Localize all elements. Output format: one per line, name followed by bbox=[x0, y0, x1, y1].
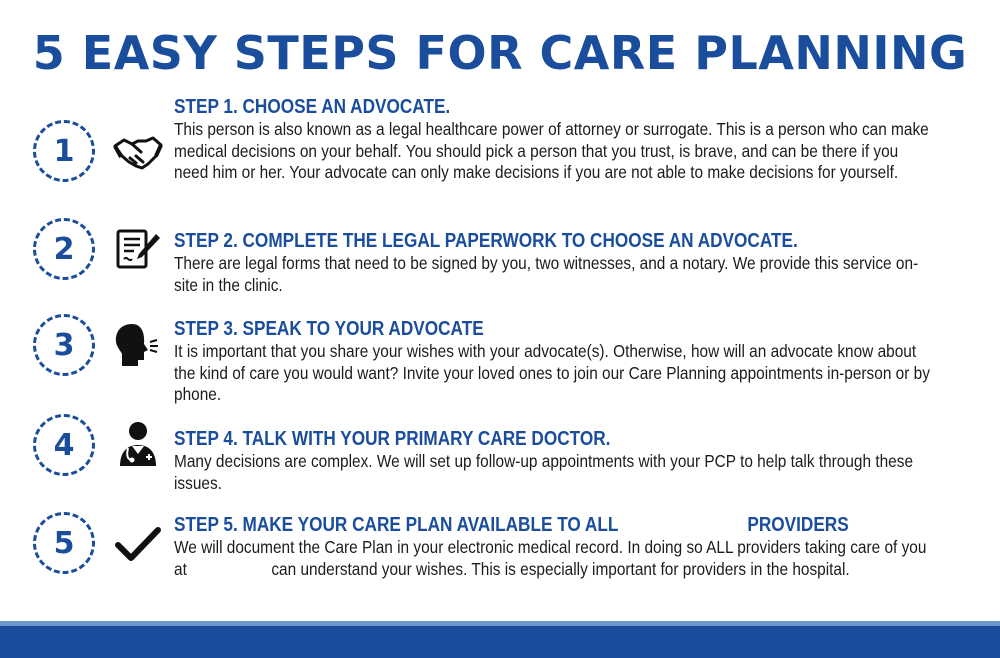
step-heading: STEP 3. SPEAK TO YOUR ADVOCATE bbox=[174, 318, 484, 340]
step-number-badge: 1 bbox=[33, 120, 95, 182]
step-description-part-1: We will document the Care Plan in your electronic medical record. In doing so ALL providers taking care of you at bbox=[174, 537, 927, 579]
step-heading-part-1: STEP 5. MAKE YOUR CARE PLAN AVAILABLE TO ALL bbox=[174, 514, 619, 536]
step-heading: STEP 4. TALK WITH YOUR PRIMARY CARE DOCTOR. bbox=[174, 428, 611, 450]
footer-band bbox=[0, 621, 1000, 658]
step-heading: STEP 2. COMPLETE THE LEGAL PAPERWORK TO CHOOSE AN ADVOCATE. bbox=[174, 230, 798, 252]
step-description: This person is also known as a legal healthcare power of attorney or surrogate. This is a person who can make medical decisions on your behalf. You should pick a person that you trust, is brave, and can be there if you need him or her. Your advocate can only make decisions if you are not able to make decisions for yourself. bbox=[174, 119, 929, 182]
step-description: Many decisions are complex. We will set up follow-up appointments with your PCP to help talk through these issues. bbox=[174, 451, 914, 493]
step-description: There are legal forms that need to be signed by you, two witnesses, and a notary. We provide this service on-site in the clinic. bbox=[174, 253, 919, 295]
step-number-badge: 4 bbox=[33, 414, 95, 476]
step-number-badge: 3 bbox=[33, 314, 95, 376]
step-description: It is important that you share your wishes with your advocate(s). Otherwise, how will an advocate know about the kind of care you would want? Invite your loved ones to join our Care Planning appointments in-person or by phone. bbox=[174, 341, 930, 404]
handshake-icon bbox=[112, 126, 164, 178]
step-heading-part-2: PROVIDERS bbox=[747, 514, 849, 536]
step-heading bbox=[174, 514, 948, 537]
doctor-icon bbox=[112, 418, 164, 470]
step-description bbox=[174, 537, 931, 580]
page-title: 5 EASY STEPS FOR CARE PLANNING bbox=[32, 26, 968, 80]
step-number-badge: 5 bbox=[33, 512, 95, 574]
paperwork-signing-icon bbox=[112, 224, 164, 276]
checkmark-icon bbox=[112, 518, 164, 570]
step-description-part-2: can understand your wishes. This is especially important for providers in the hospital. bbox=[271, 558, 850, 579]
step-heading: STEP 1. CHOOSE AN ADVOCATE. bbox=[174, 96, 451, 118]
step-number-badge: 2 bbox=[33, 218, 95, 280]
speaking-head-icon bbox=[112, 320, 164, 372]
